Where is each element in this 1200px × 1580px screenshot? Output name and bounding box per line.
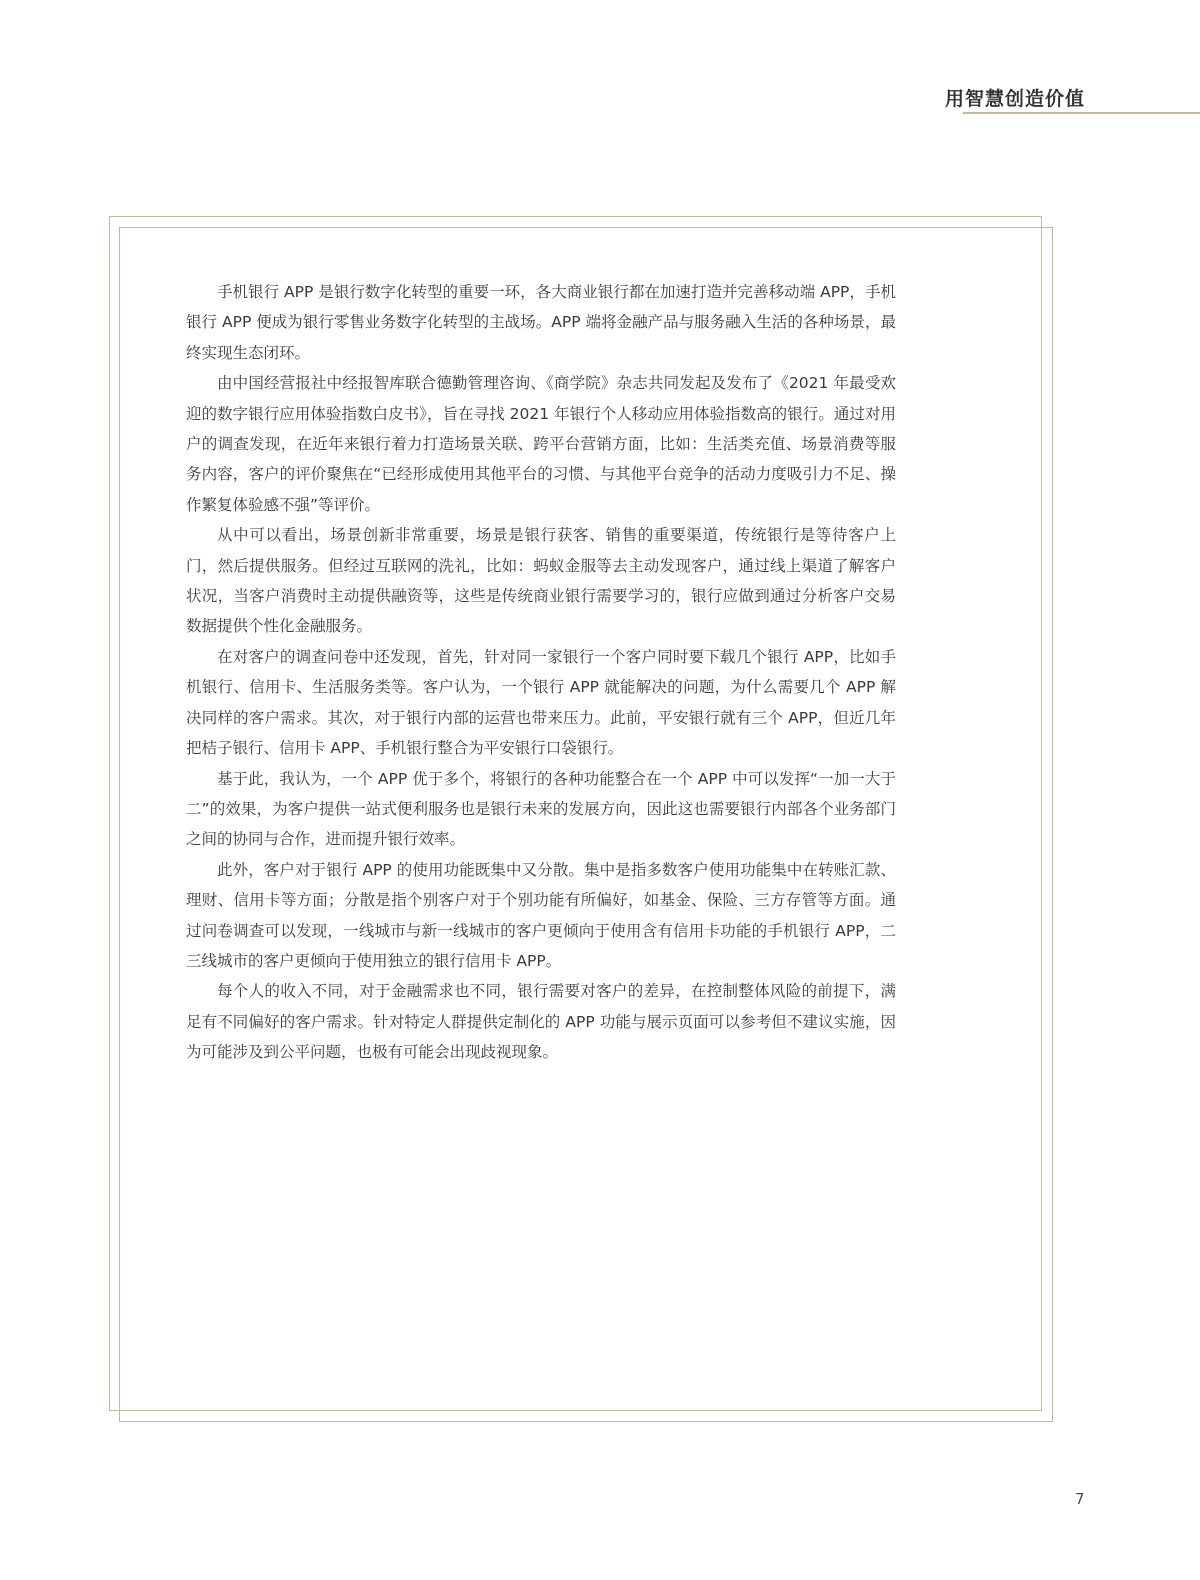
article-body <box>186 277 896 1068</box>
header-rule <box>963 112 1200 114</box>
paragraph-3: 从中可以看出，场景创新非常重要，场景是银行获客、销售的重要渠道，传统银行是等待客户上门，然后提供服务。但经过互联网的洗礼，比如：蚂蚁金服等去主动发现客户，通过线上渠道了解客户状况，当客户消费时主动提供融资等，这些是传统商业银行需要学习的，银行应做到通过分析客户交易数据提供个性化金融服务。 <box>186 526 896 636</box>
paragraph-4: 在对客户的调查问卷中还发现，首先，针对同一家银行一个客户同时要下载几个银行 APP，比如手机银行、信用卡、生活服务类等。客户认为，一个银行 APP 就能解决的问题，为什么需要几个 APP 解决同样的客户需求。其次，对于银行内部的运营也带来压力。此前，平安银行就有三个 APP，但近几年把桔子银行、信用卡 APP、手机银行整合为平安银行口袋银行。 <box>186 647 896 758</box>
paragraph-1: 手机银行 APP 是银行数字化转型的重要一环，各大商业银行都在加速打造并完善移动端 APP，手机银行 APP 便成为银行零售业务数字化转型的主战场。APP 端将金融产品与服务融入生活的各种场景，最终实现生态闭环。 <box>186 283 896 362</box>
paragraph-6: 此外，客户对于银行 APP 的使用功能既集中又分散。集中是指多数客户使用功能集中在转账汇款、理财、信用卡等方面；分散是指个别客户对于个别功能有所偏好，如基金、保险、三方存管等方面。通过问卷调查可以发现，一线城市与新一线城市的客户更倾向于使用含有信用卡功能的手机银行 APP，二三线城市的客户更倾向于使用独立的银行信用卡 APP。 <box>186 860 896 970</box>
page-header-title: 用智慧创造价值 <box>944 88 1085 110</box>
paragraph-7: 每个人的收入不同，对于金融需求也不同，银行需要对客户的差异，在控制整体风险的前提下，满足有不同偏好的客户需求。针对特定人群提供定制化的 APP 功能与展示页面可以参考但不建议实施，因为可能涉及到公平问题，也极有可能会出现歧视现象。 <box>186 982 896 1062</box>
page-number: 7 <box>1075 1490 1085 1508</box>
paragraph-2: 由中国经营报社中经报智库联合德勤管理咨询、《商学院》杂志共同发起及发布了《2021 年最受欢迎的数字银行应用体验指数白皮书》，旨在寻找 2021 年银行个人移动应用体验指数高的银行。通过对用户的调查发现，在近年来银行着力打造场景关联、跨平台营销方面，比如：生活类充值、场景消费等服务内容，客户的评价聚焦在“已经形成使用其他平台的习惯、与其他平台竞争的活动力度吸引力不足、操作繁复体验感不强”等评价。 <box>186 374 896 514</box>
paragraph-5: 基于此，我认为，一个 APP 优于多个，将银行的各种功能整合在一个 APP 中可以发挥“一加一大于二”的效果，为客户提供一站式便利服务也是银行未来的发展方向，因此这也需要银行内部各个业务部门之间的协同与合作，进而提升银行效率。 <box>186 769 896 849</box>
